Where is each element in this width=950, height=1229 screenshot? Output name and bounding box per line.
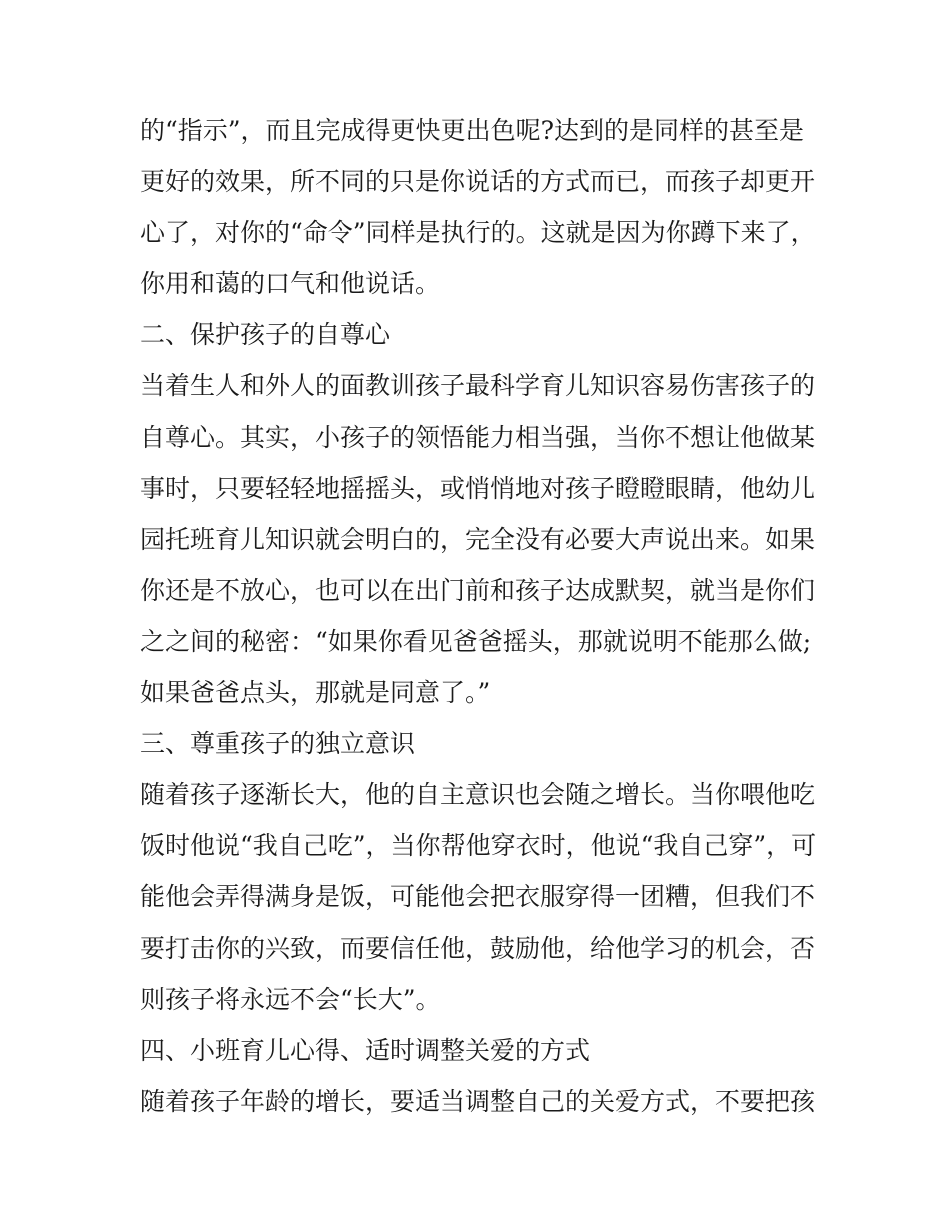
paragraph-line: 要打击你的兴致，而要信任他，鼓励他，给他学习的机会，否 [140, 933, 816, 963]
paragraph-line: 如果爸爸点头，那就是同意了。” [140, 678, 491, 708]
paragraph-line: 你用和蔼的口气和他说话。 [140, 269, 441, 299]
section-heading: 四、小班育儿心得、适时调整关爱的方式 [140, 1035, 591, 1065]
paragraph-line: 你还是不放心，也可以在出门前和孩子达成默契，就当是你们 [140, 575, 816, 605]
paragraph-line: 自尊心。其实，小孩子的领悟能力相当强，当你不想让他做某 [140, 422, 816, 452]
paragraph-line: 园托班育儿知识就会明白的，完全没有必要大声说出来。如果 [140, 524, 816, 554]
section-heading: 二、保护孩子的自尊心 [140, 320, 391, 350]
paragraph-line: 当着生人和外人的面教训孩子最科学育儿知识容易伤害孩子的 [140, 371, 816, 401]
paragraph-line: 的“指示”，而且完成得更快更出色呢?达到的是同样的甚至是 [140, 116, 804, 145]
paragraph-line: 更好的效果，所不同的只是你说话的方式而已，而孩子却更开 [140, 167, 816, 197]
paragraph-line: 随着孩子逐渐长大，他的自主意识也会随之增长。当你喂他吃 [140, 780, 816, 810]
paragraph-line: 事时，只要轻轻地摇摇头，或悄悄地对孩子瞪瞪眼睛，他幼儿 [140, 473, 816, 503]
paragraph-line: 心了，对你的“命令”同样是执行的。这就是因为你蹲下来了， [140, 218, 816, 248]
section-heading: 三、尊重孩子的独立意识 [140, 729, 416, 759]
paragraph-line: 随着孩子年龄的增长，要适当调整自己的关爱方式，不要把孩 [140, 1086, 816, 1116]
paragraph-line: 饭时他说“我自己吃”，当你帮他穿衣时，他说“我自己穿”，可 [140, 831, 817, 861]
document-body [140, 105, 820, 1127]
paragraph-line: 则孩子将永远不会“长大”。 [140, 984, 441, 1014]
paragraph-line: 能他会弄得满身是饭，可能他会把衣服穿得一团糟，但我们不 [140, 882, 816, 912]
paragraph-line: 之之间的秘密：“如果你看见爸爸摇头，那就说明不能那么做; [140, 626, 812, 656]
